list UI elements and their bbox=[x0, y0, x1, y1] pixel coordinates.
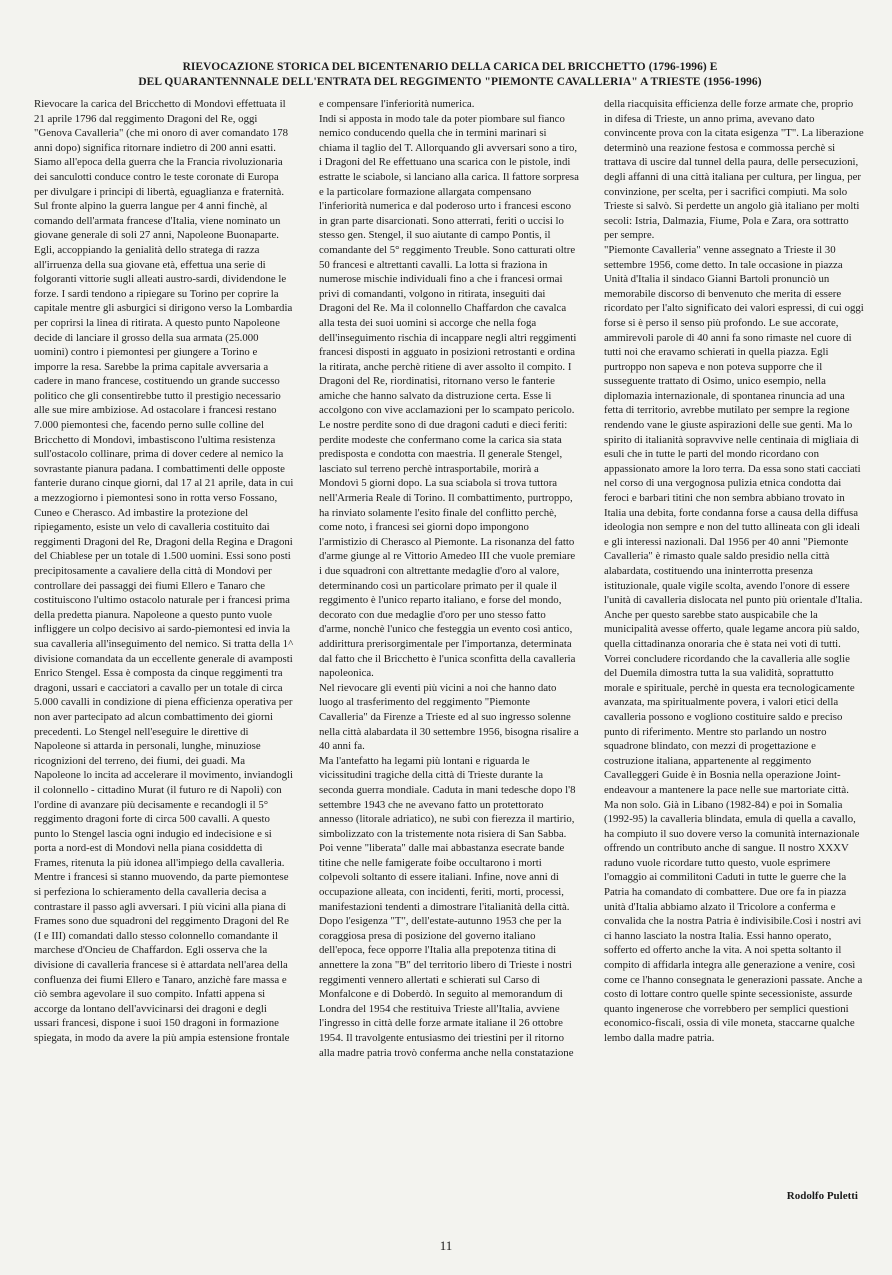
text-column-2 bbox=[319, 97, 579, 1209]
article-columns bbox=[34, 97, 864, 1209]
article-title-line-2: DEL QUARANTENNNALE DELL'ENTRATA DEL REGGIMENTO "PIEMONTE CAVALLERIA" A TRIESTE (1956-1996) bbox=[138, 76, 762, 88]
article-title bbox=[60, 60, 840, 90]
paragraph: Indi si apposta in modo tale da poter piombare sul fianco nemico conducendo quella che in termini marinari si chiama il taglio del T. Allorquando gli avversari sono a tiro, i Dragoni del Re effettuano una scarica con le pistole, indi estratte le sciabole, si lanciano alla carica. Il fattore sorpresa e la particolare formazione allargata compensano l'inferiorità numerica e dal poderoso urto i francesi escono in gran parte disarcionati. Sono atterrati, feriti o uccisi lo stesso gen. Stengel, il suo aiutante di campo Pontis, il comandante del 5° reggimento Treuble. Sono catturati oltre 50 francesi e altrettanti cavalli. La lotta si fraziona in numerose mischie individuali fino a che i francesi ormai privi di comandanti, volgono in ritirata, inseguiti dai Dragoni del Re. Ma il colonnello Chaffardon che cavalca alla testa dei suoi uomini si accorge che nella foga dell'inseguimento rischia di incappare negli altri reggimenti francesi disposti in agguato in posizioni retrostanti e ordina la ritirata, anche perchè ritiene di aver assolto il compito. I Dragoni del Re, riordinatisi, ritornano verso le fanterie amiche che hanno salvato da distruzione certa. Esse li accolgono con vive acclamazioni per lo scampato pericolo. Le nostre perdite sono di due dragoni caduti e dieci feriti: perdite modeste che confermano come la carica sia stata predisposta e condotta con maestria. Il generale Stengel, lasciato sul terreno perchè intrasportabile, morirà a Mondovì 5 giorni dopo. La sua sciabola si trova tuttora nell'Armeria Reale di Torino. Il combattimento, purtroppo, ha rinviato solamente l'esito finale del conflitto perchè, come noto, i francesi sei giorni dopo impongono l'armistizio di Cherasco al Piemonte. La risonanza del fatto d'arme giunge al re Vittorio Amedeo III che vuole premiare i due squadroni con altrettante medaglie d'oro al valore, determinando così un particolare primato per il quale il reggimento è l'unico reparto italiano, e forse del mondo, decorato con due medaglie d'oro per uno stesso fatto d'arme, nonchè l'unico che festeggia un evento così antico, addirittura prerisorgimentale per l'importanza, determinata dal fatto che il Bricchetto è l'unica sconfitta della cavalleria napoleonica. bbox=[319, 112, 579, 680]
paragraph: e compensare l'inferiorità numerica. bbox=[319, 98, 475, 110]
paragraph: Vorrei concludere ricordando che la cavalleria alle soglie del Duemila dimostra tutta la sua validità, soprattutto morale e spirituale, perchè in questa era tecnologicamente avanzata, ma spiritualmente povera, i valori etici della cavalleria possono e vogliono costituire saldo e preciso punto di riferimento. Mentre sto parlando un nostro squadrone blindato, con mezzi di progettazione e costruzione italiana, appartenente al reggimento Cavalleggeri Guide è in Bosnia nella operazione Joint-endeavour a mantenere la pace nelle sue martoriate città. Ma non solo. Già in Libano (1982-84) e poi in Somalia (1992-95) la cavalleria blindata, emula di quella a cavallo, ha compiuto il suo dovere verso la comunità internazionale offrendo un contributo anche di sangue. Il nostro XXXV raduno vuole ricordare tutto questo, vuole esprimere l'omaggio ai commilitoni Caduti in tutte le guerre che la Patria ha comandato di combattere. Due ore fa in piazza unità d'Italia abbiamo alzato il Tricolore a conferma e convalida che la nostra Patria è indivisibile.Così i nostri avi ci hanno lasciato la nostra Italia. Essi hanno operato, sofferto ed offerto anche la vita. A noi spetta soltanto il compito di affidarla integra alle generazione a venire, così come ce l'hanno consegnata le generazioni passate. Anche a costo di lottare contro quelle spinte secessioniste, assurde quanto ingenerose che vorrebbero per semplici questioni economico-fiscali, ossia di vile moneta, staccarne qualche lembo dalla madre patria. bbox=[604, 652, 863, 1044]
paragraph: Nel rievocare gli eventi più vicini a noi che hanno dato luogo al trasferimento del reggimento "Piemonte Cavalleria" da Firenze a Trieste ed al suo ingresso solenne nella città alabardata il 30 settembre 1956, bisogna risalire a 40 anni fa. bbox=[319, 681, 579, 753]
text-column-3 bbox=[604, 97, 864, 1209]
author-signature: Rodolfo Puletti bbox=[786, 1190, 858, 1202]
text-column-1 bbox=[34, 97, 294, 1209]
page-number: 11 bbox=[439, 1238, 453, 1253]
paragraph: Ma l'antefatto ha legami più lontani e riguarda le vicissitudini tragiche della città di Trieste durante la seconda guerra mondiale. Caduta in mani tedesche dopo l'8 settembre 1943 che ne avevano fatto un protettorato annesso (litorale adriatico), ne subì con fierezza il martirio, simbolizzato con la tristemente nota risiera di San Sabba. Poi venne "liberata" dalle mai abbastanza esecrate bande titine che nelle famigerate foibe occultarono i morti colpevoli soltanto di essere italiani. Infine, nove anni di occupazione alleata, con incidenti, feriti, morti, processi, manifestazioni tendenti a dimostrare l'italianità della città. Dopo l'esigenza "T", dell'estate-autunno 1953 che per la coraggiosa presa di posizione del governo italiano dell'epoca, fece opporre l'Italia alla prepotenza titina di annettere la zona "B" del territorio libero di Trieste i nostri reggimenti vennero allertati e schierati sul Carso di Monfalcone e di Doberdò. In seguito al memorandum di Londra del 1954 che restituiva Trieste all'Italia, avviene l'ingresso in città delle forze armate italiane il 26 ottobre 1954. Il travolgente entusiasmo dei triestini per il ritorno alla madre patria trovò conferma anche nella constatazione bbox=[319, 754, 576, 1059]
paragraph: Rievocare la carica del Bricchetto di Mondovì effettuata il 21 aprile 1796 dal reggimento Dragoni del Re, oggi "Genova Cavalleria" (che mi onoro di aver comandato 178 anni dopo) significa ritornare indietro di 200 anni esatti. Siamo all'epoca della guerra che la Francia rivoluzionaria dei sanculotti conduce contro le teste coronate di Europa per divulgare i principi di libertà, eguaglianza e fraternità. Sul fronte alpino la guerra langue per 4 anni finchè, al comando dell'armata francese d'Italia, viene nominato un giovane generale di soli 27 anni, Napoleone Buonaparte. Egli, accoppiando la genialità dello stratega di razza all'irruenza della sua giovane età, effettua una serie di folgoranti vittorie sugli alleati austro-sardi, dividendone le forze. I sardi tendono a ripiegare su Torino per coprire la capitale mentre gli asburgici si dirigono verso la Lombardia per coprirsi la linea di ritirata. A questo punto Napoleone decide di lanciare il grosso della sua armata (25.000 uomini) contro i piemontesi per giungere a Torino e imporre la resa. Sarebbe la prima capitale avversaria a cadere in mano francese, costituendo un grande successo politico che gli consentirebbe tutto il prestigio necessario alle sue mire ambiziose. Ad ostacolare i francesi restano 7.000 piemontesi che, facendo perno sulle colline del Bricchetto di Mondovì, imbastiscono l'ultima resistenza sull'ostacolo collinare, prima di dover cedere al nemico la sovrastante pianura padana. I combattimenti delle opposte fanterie durano cinque giorni, dal 17 al 21 aprile, data in cui a mezzogiorno i piemontesi sono in rotta verso Fossano, Cuneo e Cherasco. Ad imbastire la protezione del ripiegamento, esiste un velo di cavalleria costituito dai reggimenti Dragoni del Re, Dragoni della Regina e Dragoni del Chiablese per un totale di 1.500 uomini. Essi sono posti precipitosamente a cavaliere della città di Mondovì per controllare dei passaggi dei fiumi Ellero e Tanaro che costituiscono l'ultimo ostacolo naturale per i francesi prima della predetta pianura. Napoleone a questo punto vuole infliggere un colpo decisivo ai sardo-piemontesi ed invia la sua cavalleria all'inseguimento del nemico. Si tratta della 1^ divisione comandata da un eccellente generale di avamposti Enrico Stengel. Essa è composta da cinque reggimenti tra dragoni, ussari e cacciatori a cavallo per un totale di circa 5.000 cavalli in condizione di piena efficienza operativa per non aver partecipato ad alcun combattimento dei giorni precedenti. Lo Stengel nell'eseguire le direttive di Napoleone si attarda in personali, lunghe, minuziose ricognizioni del terreno, dei fiumi, dei guadi. Ma Napoleone lo incita ad accelerare il movimento, inviandogli il colonnello - cittadino Murat (il futuro re di Napoli) con l'ordine di avanzare più decisamente e recandogli il 5° reggimento dragoni forte di circa 500 cavalli. A questo punto lo Stengel lascia ogni indugio ed indecisione e si porta a nord-est di Mondovì nella piana cosiddetta di Frames, ritenuta la più idonea all'impiego della cavalleria. Mentre i francesi si stanno muovendo, da parte piemontese si perfeziona lo schieramento della cavalleria decisa a contrastare il passo agli avversari. I più vicini alla piana di Frames sono due squadroni del reggimento Dragoni del Re (I e III) comandati dallo stesso colonnello comandante il marchese d'Oncieu de Chaffardon. Egli osserva che la divisione di cavalleria francese si è attardata nell'area della confluenza dei fiumi Ellero e Tanaro, anzichè fare massa e ciò sembra agevolare il suo compito. Infatti appena si accorge da lontano dell'avvicinarsi dei dragoni e degli ussari francesi, dispone i suoi 150 dragoni in formazione spiegata, in modo da avere la più ampia estensione frontale bbox=[34, 98, 294, 1044]
paragraph: della riacquisita efficienza delle forze armate che, proprio in difesa di Trieste, un anno prima, avevano dato convincente prova con la citata esigenza "T". La liberazione determinò una reazione festosa e commossa perchè si trattava di uscire dal tunnel della paura, delle persecuzioni, degli affanni di una città italiana per cultura, per lingua, per convinzione, per scelta, per i sacrifici compiuti. Ma solo Trieste si salvò. Si perdette un angolo già italiano per molti secoli: Istria, Dalmazia, Fiume, Pola e Zara, ora sottratto per sempre. bbox=[604, 98, 864, 242]
paragraph: "Piemonte Cavalleria" venne assegnato a Trieste il 30 settembre 1956, come detto. In tale occasione in piazza Unità d'Italia il sindaco Gianni Bartoli pronunciò un memorabile discorso di benvenuto che merita di essere ricordato per l'alto significato dei valori espressi, di cui oggi forse si è perso il senso più profondo. Le sue accorate, ammirevoli parole di 40 anni fa sono rimaste nel cuore di tutti noi che eravamo schierati in quella piazza. Egli purtroppo non sapeva e non poteva supporre che il susseguente trattato di Osimo, unico esempio, nella diplomazia internazionale, di spontanea rinuncia ad una fetta di territorio, avrebbe mutilato per sempre la regione rendendo vane le giuste aspirazioni delle sue genti. Ma lo spirito di italianità sopravvive nelle centinaia di migliaia di esuli che in tutte le parti del mondo ricordano con appassionato amore la loro terra. Da essa sono stati cacciati nel corso di una vergognosa pulizia etnica condotta dai feroci e barbari titini che non sembra abbiano trovato in Italia una debita, forte condanna forse a causa della diffusa ideologia non sempre e non del tutto allineata con gli ideali e gli interessi nazionali. Dal 1956 per 40 anni "Piemonte Cavalleria" è rimasto quale saldo presidio nella città alabardata, costituendo una ininterrotta presenza istituzionale, quale vigile scolta, avendo l'onore di essere l'unità di cavalleria dislocata nel punto più orientale d'Italia. Anche per questo sarebbe stato auspicabile che la municipalità avesse offerto, quale legame ancora più saldo, quella cittadinanza onoraria che è stata nei voti di tutti. bbox=[604, 243, 864, 650]
article-title-line-1: RIEVOCAZIONE STORICA DEL BICENTENARIO DELLA CARICA DEL BRICCHETTO (1796-1996) E bbox=[182, 61, 718, 73]
